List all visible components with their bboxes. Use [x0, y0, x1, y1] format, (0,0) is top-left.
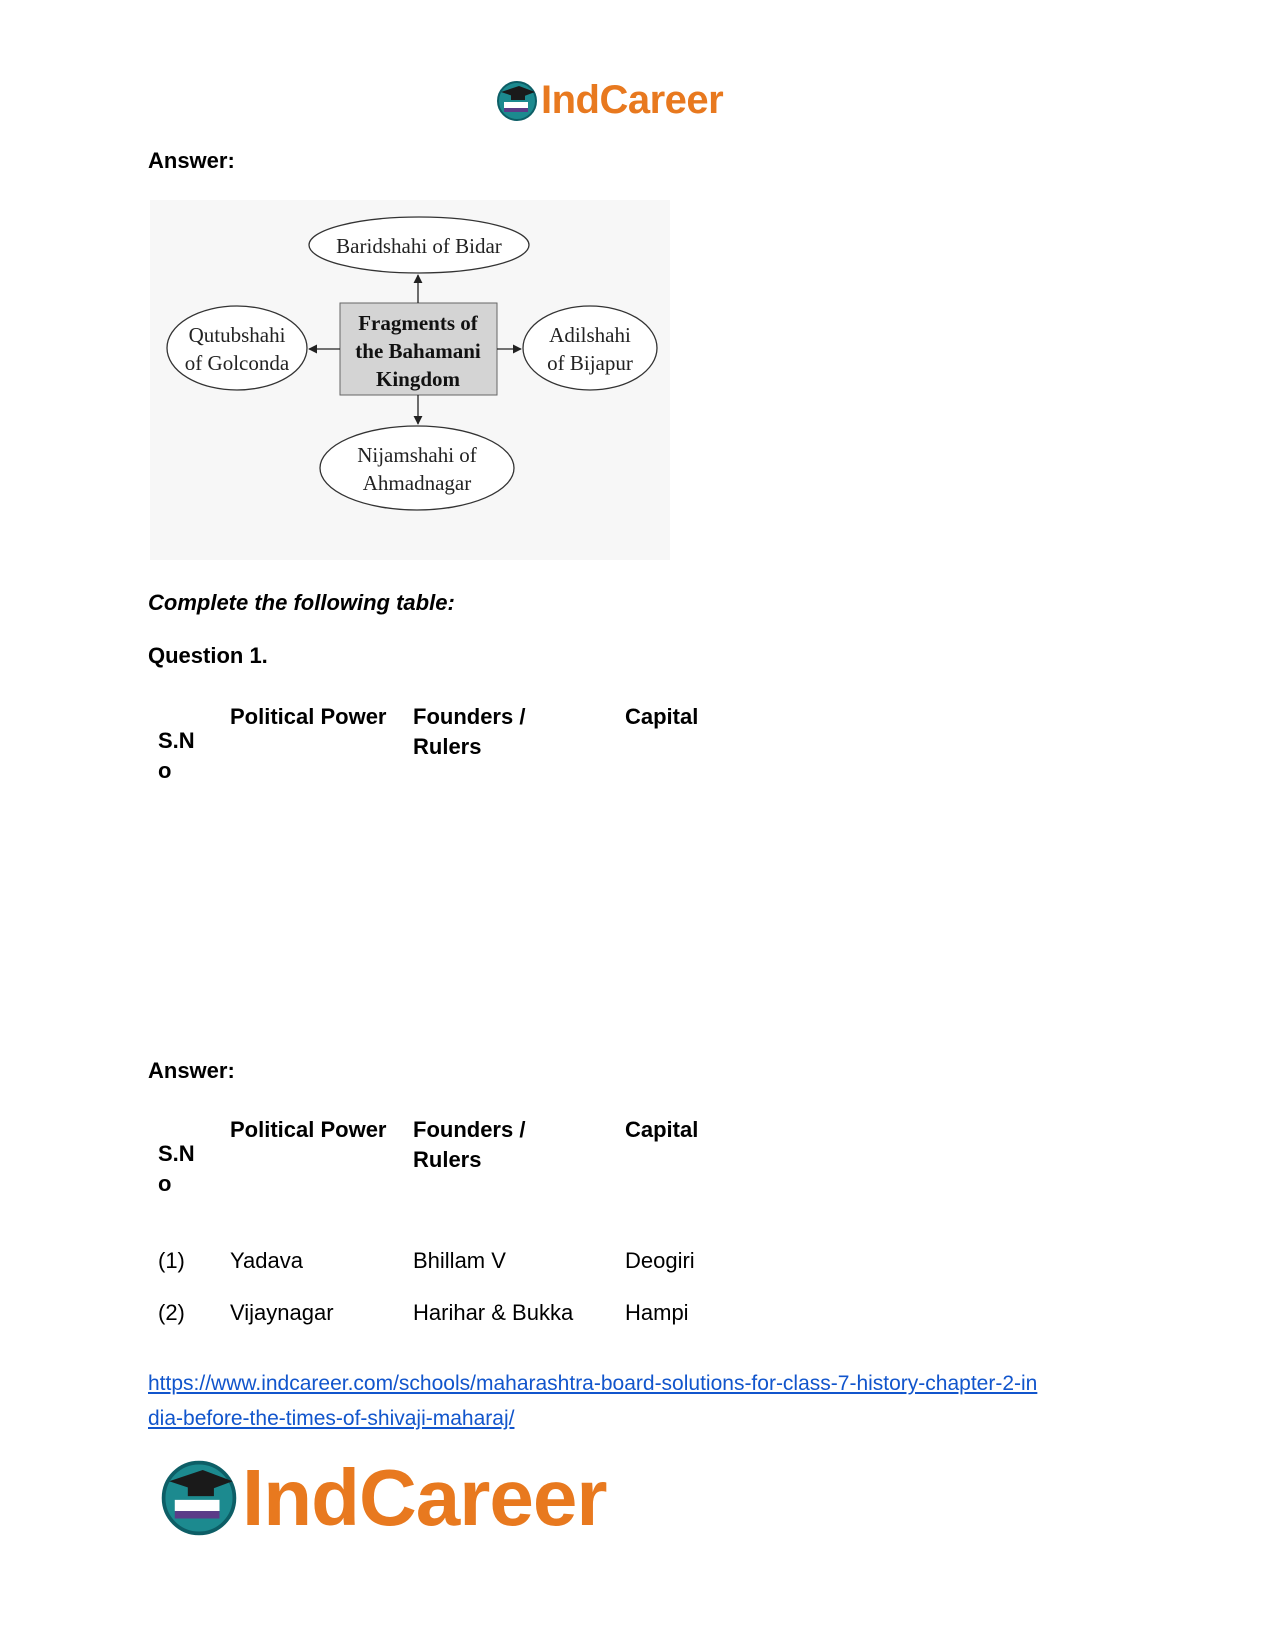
diagram-svg	[150, 200, 670, 560]
answer-header-founders-line-2: Rulers	[413, 1147, 482, 1172]
center-line-1: Fragments of	[358, 311, 478, 335]
cell-founder: Bhillam V	[413, 1248, 506, 1273]
cell-capital: Deogiri	[625, 1248, 695, 1273]
header-founders-line-2: Rulers	[413, 734, 482, 759]
section-title: Complete the following table:	[148, 590, 455, 615]
cell-capital: Hampi	[625, 1300, 689, 1325]
top-text: Baridshahi of Bidar	[336, 234, 502, 258]
footer-logo	[158, 1452, 606, 1544]
footer-logo-text: IndCareer	[242, 1453, 607, 1542]
header-logo	[495, 78, 723, 123]
center-line-2: the Bahamani	[355, 339, 481, 363]
cell-sno: (1)	[158, 1248, 185, 1273]
header-sno	[158, 726, 195, 786]
left-text-2: of Golconda	[184, 351, 290, 375]
answer-label: Answer:	[148, 148, 235, 173]
answer-header-political-power: Political Power	[230, 1117, 387, 1142]
right-text-2: of Bijapur	[547, 351, 633, 375]
answer-label-2: Answer:	[148, 1058, 235, 1083]
right-text-1: Adilshahi	[549, 323, 631, 347]
source-link-line-2[interactable]: dia-before-the-times-of-shivaji-maharaj/	[148, 1407, 515, 1430]
cell-power: Yadava	[230, 1248, 303, 1273]
answer-header-founders-line-1: Founders /	[413, 1117, 526, 1142]
table-row	[158, 1298, 718, 1328]
bottom-ellipse	[320, 426, 514, 510]
graduation-globe-icon	[158, 1457, 240, 1539]
answer-header-sno	[158, 1139, 195, 1199]
bottom-text-1: Nijamshahi of	[357, 443, 477, 467]
question-table	[158, 702, 718, 792]
question-label: Question 1.	[148, 643, 268, 668]
source-link[interactable]	[148, 1366, 1128, 1436]
bahamani-fragments-diagram	[150, 200, 670, 560]
right-ellipse	[523, 306, 657, 390]
bottom-text-2: Ahmadnagar	[362, 471, 472, 495]
cell-power: Vijaynagar	[230, 1300, 334, 1325]
answer-header-sno-line-1: S.N	[158, 1141, 195, 1166]
answer-header-founders	[413, 1115, 525, 1175]
answer-table	[158, 1115, 718, 1345]
source-link-line-1[interactable]: https://www.indcareer.com/schools/maharashtra-board-solutions-for-class-7-history-chapter-2-in	[148, 1372, 1038, 1395]
header-founders-line-1: Founders /	[413, 704, 526, 729]
header-political-power: Political Power	[230, 704, 387, 729]
answer-header-sno-line-2: o	[158, 1171, 172, 1196]
left-ellipse	[167, 306, 307, 390]
answer-header-capital: Capital	[625, 1117, 699, 1142]
cell-founder: Harihar & Bukka	[413, 1300, 574, 1325]
center-line-3: Kingdom	[375, 367, 461, 391]
header-sno-line-1: S.N	[158, 728, 195, 753]
header-logo-text: IndCareer	[541, 78, 724, 122]
header-sno-line-2: o	[158, 758, 172, 783]
header-capital: Capital	[625, 704, 699, 729]
left-text-1: Qutubshahi	[188, 323, 286, 347]
header-founders	[413, 702, 525, 762]
cell-sno: (2)	[158, 1300, 185, 1325]
table-row	[158, 1246, 718, 1276]
graduation-globe-icon	[495, 79, 539, 123]
